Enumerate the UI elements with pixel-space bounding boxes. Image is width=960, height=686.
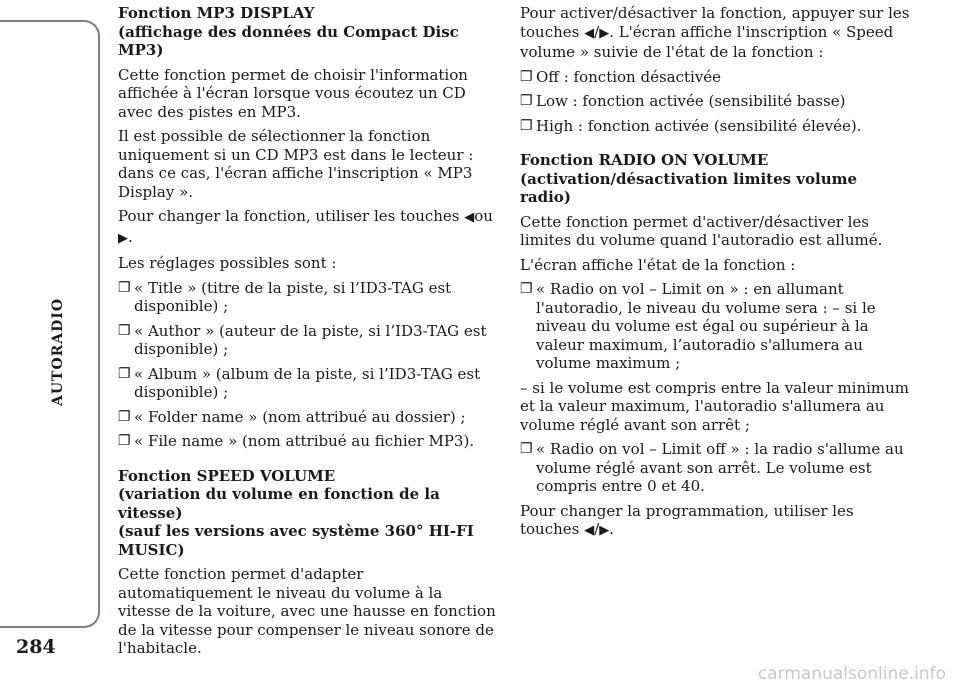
paragraph: Pour activer/désactiver la fonction, appuyer sur les touches ◀/▶. L'écran affiche l'inscription « Speed volume » suivie de l'état de la fonction :	[520, 4, 910, 61]
heading-line: (sauf les versions avec système 360° HI-FI MUSIC)	[118, 522, 474, 559]
heading-line: Fonction RADIO ON VOLUME	[520, 151, 769, 169]
text: .	[128, 227, 133, 246]
list-item	[520, 117, 910, 136]
list-item	[520, 440, 910, 496]
heading-line: (affichage des données du Compact Disc MP3)	[118, 22, 459, 59]
heading-speed-volume	[118, 467, 498, 560]
watermark: carmanualsonline.info	[757, 664, 946, 684]
right-column	[520, 4, 910, 547]
text: Pour changer la fonction, utiliser les touches	[118, 207, 465, 225]
checkbox-bullet-icon: ❐	[118, 322, 131, 339]
list-item	[118, 408, 498, 427]
list-item-text: « Radio on vol – Limit on » : en allumant l'autoradio, le niveau du volume sera : – si le niveau du volume est égal ou supérieur à la valeur maximum, l’autoradio s'allumera au volume maximum ;	[536, 280, 876, 372]
heading-line: (activation/désactivation limites volume radio)	[520, 169, 858, 206]
right-arrow-icon: ▶	[118, 230, 128, 246]
paragraph: Les réglages possibles sont :	[118, 254, 337, 272]
right-arrow-icon: ▶	[599, 25, 610, 41]
text: Pour activer/désactiver la fonction, appuyer sur les touches	[520, 4, 910, 41]
text: Pour changer la programmation, utiliser les touches	[520, 501, 854, 538]
paragraph: L'écran affiche l'état de la fonction :	[520, 255, 796, 274]
list-item	[118, 322, 498, 359]
list-item	[520, 92, 910, 111]
left-arrow-icon: ◀	[584, 25, 595, 41]
paragraph: Cette fonction permet d'adapter automatiquement le niveau du volume à la vitesse de la voiture, avec une hausse en fonction de la vitesse pour compenser le niveau sonore de l'habitacle.	[118, 565, 496, 657]
list-item	[520, 68, 910, 87]
paragraph: Pour changer la programmation, utiliser les touches ◀/▶.	[520, 501, 854, 538]
list-item	[520, 280, 910, 373]
list-item-text: Off : fonction désactivée	[536, 67, 722, 86]
list-item-text: « Radio on vol – Limit off » : la radio s'allume au volume réglé avant son arrêt. Le volume est compris entre 0 et 40.	[536, 440, 904, 495]
list-item-text: « Author » (auteur de la piste, si l’ID3-TAG est disponible) ;	[134, 321, 487, 358]
list-item	[118, 432, 498, 451]
section-side-tab	[0, 20, 100, 628]
list-item-text: « File name » (nom attribué au fichier MP3).	[134, 432, 475, 450]
checkbox-bullet-icon: ❐	[520, 68, 533, 85]
list-item-text: « Title » (titre de la piste, si l’ID3-TAG est disponible) ;	[134, 278, 452, 315]
heading-line: Fonction MP3 DISPLAY	[118, 4, 315, 22]
section-label: AUTORADIO	[50, 297, 66, 407]
checkbox-bullet-icon: ❐	[520, 93, 533, 109]
text: ou	[474, 207, 493, 225]
checkbox-bullet-icon: ❐	[118, 365, 131, 382]
checkbox-bullet-icon: ❐	[118, 408, 131, 425]
heading-radio-on-volume	[520, 151, 910, 207]
left-arrow-icon: ◀	[584, 523, 595, 538]
heading-mp3-display	[118, 4, 498, 60]
left-column	[118, 4, 498, 664]
page-number: 284	[16, 636, 56, 658]
list-item-text: High : fonction activée (sensibilité élevée).	[536, 116, 862, 135]
paragraph	[118, 207, 498, 248]
paragraph: Cette fonction permet d'activer/désactiver les limites du volume quand l'autoradio est allumé.	[520, 212, 883, 249]
paragraph: Il est possible de sélectionner la fonction uniquement si un CD MP3 est dans le lecteur : dans ce cas, l'écran affiche l'inscription « MP3 Display ».	[118, 127, 474, 201]
heading-line: (variation du volume en fonction de la vitesse)	[118, 485, 440, 522]
heading-line: Fonction SPEED VOLUME	[118, 466, 336, 485]
paragraph: Cette fonction permet de choisir l'information affichée à l'écran lorsque vous écoutez un CD avec des pistes en MP3.	[118, 65, 468, 121]
list-item-text: « Album » (album de la piste, si l’ID3-TAG est disponible) ;	[134, 364, 481, 401]
checkbox-bullet-icon: ❐	[520, 441, 533, 457]
list-item	[118, 279, 498, 316]
checkbox-bullet-icon: ❐	[118, 433, 131, 449]
right-arrow-icon: ▶	[599, 523, 610, 538]
list-item-text: Low : fonction activée (sensibilité basse)	[536, 92, 846, 110]
list-item-text: « Folder name » (nom attribué au dossier) ;	[134, 407, 466, 426]
list-item	[118, 365, 498, 402]
checkbox-bullet-icon: ❐	[118, 279, 131, 296]
checkbox-bullet-icon: ❐	[520, 117, 533, 134]
checkbox-bullet-icon: ❐	[520, 281, 533, 297]
text: .	[609, 520, 614, 538]
text: . L'écran affiche l'inscription « Speed volume » suivie de l'état de la fonction :	[520, 22, 894, 61]
paragraph: – si le volume est compris entre la valeur minimum et la valeur maximum, l'autoradio s'allumera au volume réglé avant son arrêt ;	[520, 378, 910, 434]
left-arrow-icon: ◀	[464, 210, 475, 225]
